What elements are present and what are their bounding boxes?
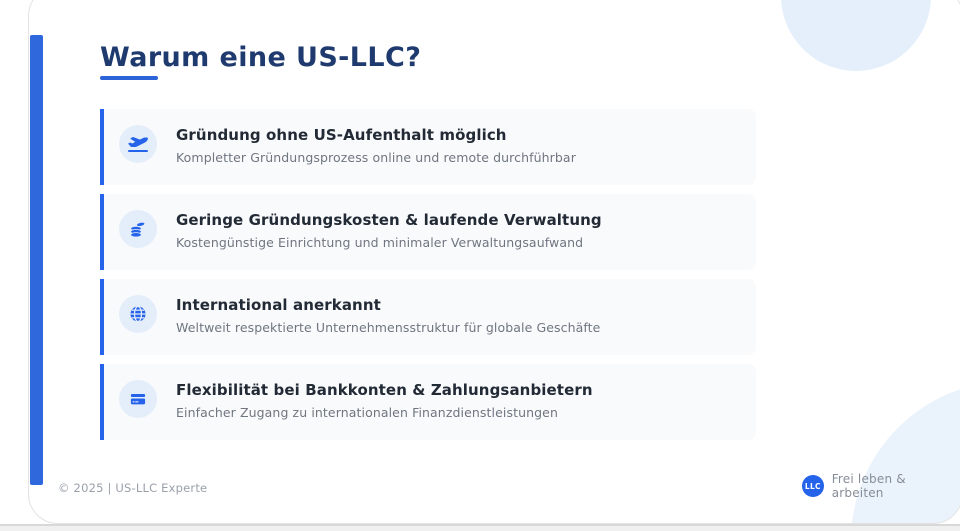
page-bottom-strip [0, 524, 960, 531]
feature-subtitle: Kostengünstige Einrichtung und minimaler Verwaltungsaufwand [176, 235, 584, 250]
feature-list [100, 109, 756, 449]
feature-text [176, 295, 600, 335]
feature-subtitle: Weltweit respektierte Unternehmensstruktur für globale Geschäfte [176, 320, 601, 335]
credit-card-icon [128, 389, 148, 409]
feature-row-costs [100, 194, 756, 270]
decorative-circle-top-right [781, 0, 931, 71]
feature-text [176, 380, 593, 420]
brand-lockup [802, 472, 960, 500]
feature-row-international [100, 279, 756, 355]
feature-row-founding [100, 109, 756, 185]
feature-title: Gründung ohne US-Aufenthalt möglich [176, 126, 507, 144]
coins-icon [128, 219, 148, 239]
feature-title: Geringe Gründungskosten & laufende Verwaltung [176, 211, 602, 229]
feature-row-banking [100, 364, 756, 440]
feature-text [176, 210, 602, 250]
icon-circle [119, 380, 157, 418]
feature-subtitle: Kompletter Gründungsprozess online und remote durchführbar [176, 150, 576, 165]
icon-circle [119, 125, 157, 163]
globe-icon [128, 304, 148, 324]
plane-departure-icon [128, 134, 148, 154]
page-title: Warum eine US-LLC? [100, 42, 422, 73]
decorative-circle-bottom-right [851, 381, 960, 524]
copyright-text: © 2025 | US-LLC Experte [58, 481, 208, 495]
brand-text: Frei leben & arbeiten [831, 472, 906, 500]
feature-text [176, 125, 576, 165]
llc-badge: LLC [802, 475, 824, 497]
feature-title: Flexibilität bei Bankkonten & Zahlungsanbietern [176, 381, 593, 399]
feature-title: International anerkannt [176, 296, 381, 314]
left-accent-bar [30, 35, 43, 485]
icon-circle [119, 295, 157, 333]
feature-subtitle: Einfacher Zugang zu internationalen Finanzdienstleistungen [176, 405, 558, 420]
title-underline [100, 76, 158, 80]
icon-circle [119, 210, 157, 248]
